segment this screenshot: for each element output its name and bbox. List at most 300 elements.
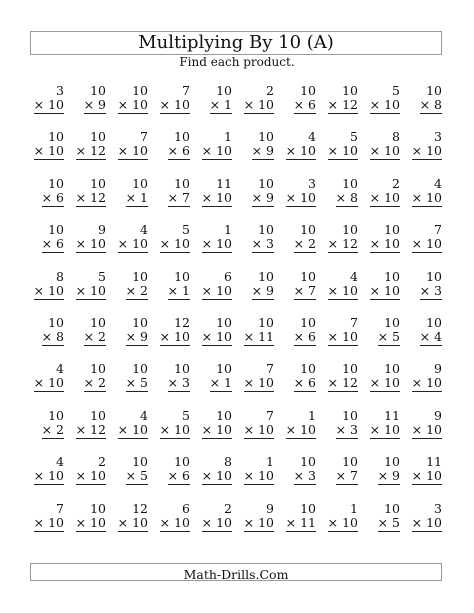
multiplication-problem <box>150 409 192 455</box>
problem-top-number: 7 <box>434 222 442 238</box>
problem-top-number: 11 <box>216 175 232 191</box>
multiplication-problem <box>150 316 192 362</box>
problem-top-number: 10 <box>426 268 442 284</box>
problem-top-number: 10 <box>384 268 400 284</box>
problem-multiplier: × 10 <box>327 514 358 530</box>
problem-multiplier: × 10 <box>75 236 106 252</box>
problem-top-number: 2 <box>224 500 232 516</box>
problem-top-number: 10 <box>48 314 64 330</box>
multiplication-problem <box>108 177 150 223</box>
problem-top-number: 10 <box>384 222 400 238</box>
problem-multiplier: × 9 <box>83 97 106 112</box>
problem-multiplier: × 12 <box>327 97 358 112</box>
multiplication-problem <box>276 270 318 316</box>
problem-multiplier: × 5 <box>377 514 400 530</box>
problem-top-number: 3 <box>434 500 442 516</box>
problem-top-number: 9 <box>98 222 106 238</box>
multiplication-problem <box>276 316 318 362</box>
problem-top-number: 10 <box>300 454 316 470</box>
multiplication-problem <box>150 455 192 501</box>
problem-top-number: 8 <box>392 129 400 145</box>
problem-multiplier: × 10 <box>75 282 106 298</box>
problem-multiplier: × 10 <box>201 236 232 252</box>
problem-multiplier: × 12 <box>327 236 358 252</box>
multiplication-problem <box>66 316 108 362</box>
problem-multiplier: × 10 <box>201 421 232 437</box>
problem-row <box>24 316 444 362</box>
problem-top-number: 10 <box>258 314 274 330</box>
problem-top-number: 4 <box>140 407 148 423</box>
problem-multiplier: × 6 <box>41 189 64 205</box>
multiplication-problem <box>276 130 318 176</box>
problem-multiplier: × 10 <box>327 282 358 298</box>
problem-top-number: 4 <box>308 129 316 145</box>
problem-multiplier: × 10 <box>117 97 148 112</box>
multiplication-problem <box>24 130 66 176</box>
multiplication-problem <box>318 84 360 130</box>
problem-multiplier: × 2 <box>125 282 148 298</box>
multiplication-problem <box>360 84 402 130</box>
problem-multiplier: × 10 <box>201 514 232 530</box>
problem-top-number: 11 <box>384 407 400 423</box>
multiplication-problem <box>24 84 66 130</box>
worksheet-instructions: Find each product. <box>179 55 295 69</box>
multiplication-problem <box>108 130 150 176</box>
multiplication-problem <box>402 130 444 176</box>
problem-top-number: 10 <box>90 83 106 98</box>
problem-top-number: 1 <box>350 500 358 516</box>
multiplication-problem <box>66 270 108 316</box>
problem-multiplier: × 10 <box>243 421 274 437</box>
problem-multiplier: × 11 <box>285 514 316 530</box>
problem-top-number: 10 <box>216 407 232 423</box>
problem-multiplier: × 10 <box>411 514 442 530</box>
problem-top-number: 2 <box>392 175 400 191</box>
problem-multiplier: × 6 <box>167 143 190 159</box>
problem-top-number: 10 <box>426 83 442 98</box>
multiplication-problem <box>402 84 444 130</box>
multiplication-problem <box>234 502 276 548</box>
multiplication-problem <box>234 130 276 176</box>
multiplication-problem <box>318 362 360 408</box>
problem-multiplier: × 5 <box>125 375 148 391</box>
multiplication-problem <box>24 502 66 548</box>
problem-multiplier: × 10 <box>159 328 190 344</box>
problem-multiplier: × 4 <box>419 328 442 344</box>
multiplication-problem <box>318 502 360 548</box>
multiplication-problem <box>402 316 444 362</box>
problem-multiplier: × 1 <box>209 375 232 391</box>
problem-multiplier: × 10 <box>369 189 400 205</box>
problem-multiplier: × 10 <box>201 189 232 205</box>
problem-top-number: 10 <box>342 407 358 423</box>
multiplication-problem <box>192 502 234 548</box>
multiplication-problem <box>234 84 276 130</box>
problem-row <box>24 223 444 269</box>
multiplication-problem <box>360 177 402 223</box>
problem-multiplier: × 10 <box>201 282 232 298</box>
problem-top-number: 9 <box>434 361 442 377</box>
problem-top-number: 7 <box>350 314 358 330</box>
problem-top-number: 10 <box>258 175 274 191</box>
problem-top-number: 10 <box>90 175 106 191</box>
multiplication-problem <box>66 362 108 408</box>
multiplication-problem <box>150 84 192 130</box>
problem-row <box>24 502 444 548</box>
problem-top-number: 3 <box>308 175 316 191</box>
problem-multiplier: × 10 <box>243 97 274 112</box>
problem-top-number: 1 <box>266 454 274 470</box>
problem-multiplier: × 10 <box>411 189 442 205</box>
multiplication-problem <box>360 270 402 316</box>
multiplication-problem <box>318 316 360 362</box>
problem-top-number: 8 <box>224 454 232 470</box>
problem-top-number: 7 <box>266 361 274 377</box>
problem-top-number: 10 <box>342 361 358 377</box>
problem-top-number: 10 <box>174 129 190 145</box>
multiplication-problem <box>192 362 234 408</box>
multiplication-problem <box>192 409 234 455</box>
problem-multiplier: × 10 <box>243 468 274 484</box>
multiplication-problem <box>276 177 318 223</box>
problem-top-number: 10 <box>132 314 148 330</box>
problem-top-number: 10 <box>342 175 358 191</box>
multiplication-problem <box>192 130 234 176</box>
multiplication-problem <box>402 177 444 223</box>
problem-top-number: 10 <box>132 83 148 98</box>
problem-top-number: 10 <box>342 454 358 470</box>
footer-credit: Math-Drills.Com <box>183 567 289 582</box>
problem-multiplier: × 5 <box>377 328 400 344</box>
worksheet-title: Multiplying By 10 (A) <box>138 32 334 53</box>
problem-top-number: 5 <box>182 222 190 238</box>
problem-top-number: 4 <box>434 175 442 191</box>
problem-row <box>24 84 444 130</box>
problem-multiplier: × 10 <box>75 468 106 484</box>
footer-box <box>30 563 442 581</box>
problem-multiplier: × 8 <box>419 97 442 112</box>
problem-multiplier: × 10 <box>243 375 274 391</box>
problem-multiplier: × 10 <box>33 97 64 112</box>
multiplication-problem <box>360 455 402 501</box>
problem-top-number: 4 <box>350 268 358 284</box>
problem-top-number: 10 <box>384 314 400 330</box>
multiplication-problem <box>318 270 360 316</box>
problem-multiplier: × 9 <box>251 282 274 298</box>
multiplication-problem <box>66 223 108 269</box>
problem-top-number: 10 <box>342 222 358 238</box>
multiplication-problem <box>234 455 276 501</box>
problem-multiplier: × 3 <box>167 375 190 391</box>
problem-top-number: 10 <box>300 268 316 284</box>
problem-multiplier: × 7 <box>335 468 358 484</box>
multiplication-problem <box>402 223 444 269</box>
multiplication-problem <box>276 409 318 455</box>
problem-multiplier: × 6 <box>293 328 316 344</box>
problem-row <box>24 362 444 408</box>
multiplication-problem <box>150 223 192 269</box>
multiplication-problem <box>360 316 402 362</box>
problem-multiplier: × 10 <box>33 375 64 391</box>
problem-multiplier: × 2 <box>83 375 106 391</box>
problem-top-number: 10 <box>216 83 232 98</box>
problem-multiplier: × 12 <box>327 375 358 391</box>
problem-top-number: 1 <box>308 407 316 423</box>
problem-multiplier: × 10 <box>369 421 400 437</box>
multiplication-problem <box>108 270 150 316</box>
problem-row <box>24 130 444 176</box>
problem-top-number: 2 <box>98 454 106 470</box>
problem-top-number: 10 <box>426 314 442 330</box>
multiplication-problem <box>66 409 108 455</box>
problem-multiplier: × 10 <box>159 97 190 112</box>
problem-top-number: 10 <box>342 83 358 98</box>
problem-top-number: 4 <box>56 361 64 377</box>
problem-multiplier: × 2 <box>83 328 106 344</box>
problem-top-number: 4 <box>140 222 148 238</box>
problem-multiplier: × 10 <box>159 421 190 437</box>
problem-top-number: 10 <box>174 175 190 191</box>
multiplication-problem <box>108 362 150 408</box>
problem-row <box>24 455 444 501</box>
problem-multiplier: × 1 <box>167 282 190 298</box>
problem-multiplier: × 10 <box>33 282 64 298</box>
problem-multiplier: × 11 <box>243 328 274 344</box>
problem-multiplier: × 3 <box>335 421 358 437</box>
multiplication-problem <box>24 177 66 223</box>
problem-multiplier: × 10 <box>285 143 316 159</box>
problem-multiplier: × 9 <box>251 189 274 205</box>
multiplication-problem <box>108 84 150 130</box>
problem-multiplier: × 10 <box>369 375 400 391</box>
title-box <box>30 31 442 55</box>
problem-row <box>24 409 444 455</box>
multiplication-problem <box>402 409 444 455</box>
problem-top-number: 3 <box>56 83 64 98</box>
multiplication-problem <box>66 177 108 223</box>
problem-top-number: 7 <box>266 407 274 423</box>
problem-top-number: 5 <box>182 407 190 423</box>
problem-top-number: 10 <box>132 268 148 284</box>
multiplication-problem <box>24 409 66 455</box>
multiplication-problem <box>24 223 66 269</box>
problem-multiplier: × 10 <box>75 514 106 530</box>
problem-top-number: 9 <box>266 500 274 516</box>
multiplication-problem <box>234 362 276 408</box>
multiplication-problem <box>108 223 150 269</box>
problem-top-number: 3 <box>434 129 442 145</box>
multiplication-problem <box>192 223 234 269</box>
multiplication-problem <box>192 84 234 130</box>
problem-top-number: 7 <box>182 83 190 98</box>
problem-top-number: 10 <box>258 222 274 238</box>
multiplication-problem <box>318 455 360 501</box>
problem-multiplier: × 2 <box>41 421 64 437</box>
problem-top-number: 10 <box>384 361 400 377</box>
multiplication-problem <box>150 130 192 176</box>
problem-multiplier: × 10 <box>201 143 232 159</box>
problem-multiplier: × 10 <box>369 97 400 112</box>
problem-top-number: 12 <box>132 500 148 516</box>
problem-multiplier: × 10 <box>411 375 442 391</box>
problem-multiplier: × 10 <box>411 421 442 437</box>
problem-top-number: 7 <box>56 500 64 516</box>
problem-top-number: 10 <box>300 500 316 516</box>
problem-multiplier: × 10 <box>327 328 358 344</box>
problem-row <box>24 270 444 316</box>
multiplication-problem <box>318 177 360 223</box>
problem-top-number: 10 <box>48 175 64 191</box>
multiplication-problem <box>24 316 66 362</box>
problem-multiplier: × 10 <box>411 143 442 159</box>
problem-multiplier: × 9 <box>125 328 148 344</box>
problem-top-number: 10 <box>48 129 64 145</box>
problem-multiplier: × 10 <box>201 468 232 484</box>
multiplication-problem <box>192 270 234 316</box>
problem-multiplier: × 10 <box>33 143 64 159</box>
problem-top-number: 10 <box>132 454 148 470</box>
multiplication-problem <box>108 455 150 501</box>
problem-multiplier: × 2 <box>293 236 316 252</box>
multiplication-problem <box>402 270 444 316</box>
problem-multiplier: × 9 <box>377 468 400 484</box>
multiplication-problem <box>276 362 318 408</box>
problem-top-number: 5 <box>392 83 400 98</box>
problem-top-number: 8 <box>56 268 64 284</box>
multiplication-problem <box>192 316 234 362</box>
problem-multiplier: × 7 <box>293 282 316 298</box>
problem-top-number: 10 <box>174 454 190 470</box>
multiplication-problem <box>234 270 276 316</box>
problem-multiplier: × 10 <box>369 143 400 159</box>
problem-top-number: 9 <box>434 407 442 423</box>
multiplication-problem <box>66 455 108 501</box>
problem-multiplier: × 10 <box>33 514 64 530</box>
problem-top-number: 10 <box>90 314 106 330</box>
problem-multiplier: × 10 <box>117 421 148 437</box>
problem-multiplier: × 8 <box>335 189 358 205</box>
multiplication-problem <box>108 502 150 548</box>
problem-top-number: 10 <box>300 361 316 377</box>
multiplication-problem <box>360 502 402 548</box>
multiplication-problem <box>150 362 192 408</box>
problem-multiplier: × 10 <box>117 514 148 530</box>
problem-multiplier: × 6 <box>293 97 316 112</box>
problem-top-number: 10 <box>174 361 190 377</box>
problem-top-number: 10 <box>90 129 106 145</box>
multiplication-problem <box>318 409 360 455</box>
multiplication-problem <box>234 409 276 455</box>
problem-top-number: 12 <box>174 314 190 330</box>
problem-top-number: 6 <box>224 268 232 284</box>
problem-top-number: 10 <box>48 222 64 238</box>
multiplication-problem <box>66 502 108 548</box>
problem-top-number: 10 <box>300 83 316 98</box>
multiplication-problem <box>360 223 402 269</box>
problem-top-number: 7 <box>140 129 148 145</box>
problem-top-number: 10 <box>384 500 400 516</box>
problem-multiplier: × 3 <box>251 236 274 252</box>
problem-top-number: 1 <box>224 222 232 238</box>
problem-multiplier: × 7 <box>167 189 190 205</box>
problem-multiplier: × 10 <box>285 189 316 205</box>
problem-multiplier: × 10 <box>369 282 400 298</box>
problem-top-number: 2 <box>266 83 274 98</box>
problem-top-number: 10 <box>174 268 190 284</box>
problem-multiplier: × 10 <box>159 514 190 530</box>
problem-top-number: 10 <box>90 500 106 516</box>
multiplication-problem <box>150 502 192 548</box>
problem-multiplier: × 6 <box>41 236 64 252</box>
multiplication-problem <box>402 362 444 408</box>
multiplication-problem <box>360 362 402 408</box>
problem-grid <box>24 84 444 548</box>
problem-top-number: 10 <box>216 361 232 377</box>
problem-top-number: 10 <box>132 175 148 191</box>
multiplication-problem <box>66 84 108 130</box>
problem-top-number: 10 <box>90 361 106 377</box>
problem-multiplier: × 10 <box>285 421 316 437</box>
problem-top-number: 6 <box>182 500 190 516</box>
multiplication-problem <box>192 177 234 223</box>
multiplication-problem <box>276 455 318 501</box>
problem-multiplier: × 10 <box>243 514 274 530</box>
problem-top-number: 11 <box>426 454 442 470</box>
problem-top-number: 10 <box>48 407 64 423</box>
problem-multiplier: × 10 <box>33 468 64 484</box>
multiplication-problem <box>150 177 192 223</box>
problem-multiplier: × 5 <box>125 468 148 484</box>
problem-multiplier: × 10 <box>411 236 442 252</box>
problem-multiplier: × 10 <box>411 468 442 484</box>
multiplication-problem <box>360 409 402 455</box>
multiplication-problem <box>234 177 276 223</box>
problem-multiplier: × 3 <box>419 282 442 298</box>
multiplication-problem <box>66 130 108 176</box>
multiplication-problem <box>276 502 318 548</box>
problem-top-number: 4 <box>56 454 64 470</box>
problem-multiplier: × 6 <box>167 468 190 484</box>
problem-multiplier: × 1 <box>209 97 232 112</box>
problem-multiplier: × 10 <box>201 328 232 344</box>
problem-multiplier: × 8 <box>41 328 64 344</box>
problem-multiplier: × 1 <box>125 189 148 205</box>
problem-multiplier: × 6 <box>293 375 316 391</box>
problem-top-number: 10 <box>258 129 274 145</box>
problem-top-number: 10 <box>132 361 148 377</box>
problem-multiplier: × 10 <box>117 236 148 252</box>
problem-top-number: 10 <box>90 407 106 423</box>
problem-top-number: 1 <box>224 129 232 145</box>
problem-multiplier: × 12 <box>75 189 106 205</box>
multiplication-problem <box>234 223 276 269</box>
problem-multiplier: × 10 <box>369 236 400 252</box>
problem-top-number: 5 <box>350 129 358 145</box>
multiplication-problem <box>234 316 276 362</box>
multiplication-problem <box>24 270 66 316</box>
problem-top-number: 10 <box>300 314 316 330</box>
problem-top-number: 10 <box>216 314 232 330</box>
multiplication-problem <box>276 84 318 130</box>
multiplication-problem <box>192 455 234 501</box>
problem-multiplier: × 10 <box>327 143 358 159</box>
multiplication-problem <box>108 409 150 455</box>
problem-row <box>24 177 444 223</box>
problem-multiplier: × 3 <box>293 468 316 484</box>
multiplication-problem <box>360 130 402 176</box>
multiplication-problem <box>24 455 66 501</box>
multiplication-problem <box>402 455 444 501</box>
